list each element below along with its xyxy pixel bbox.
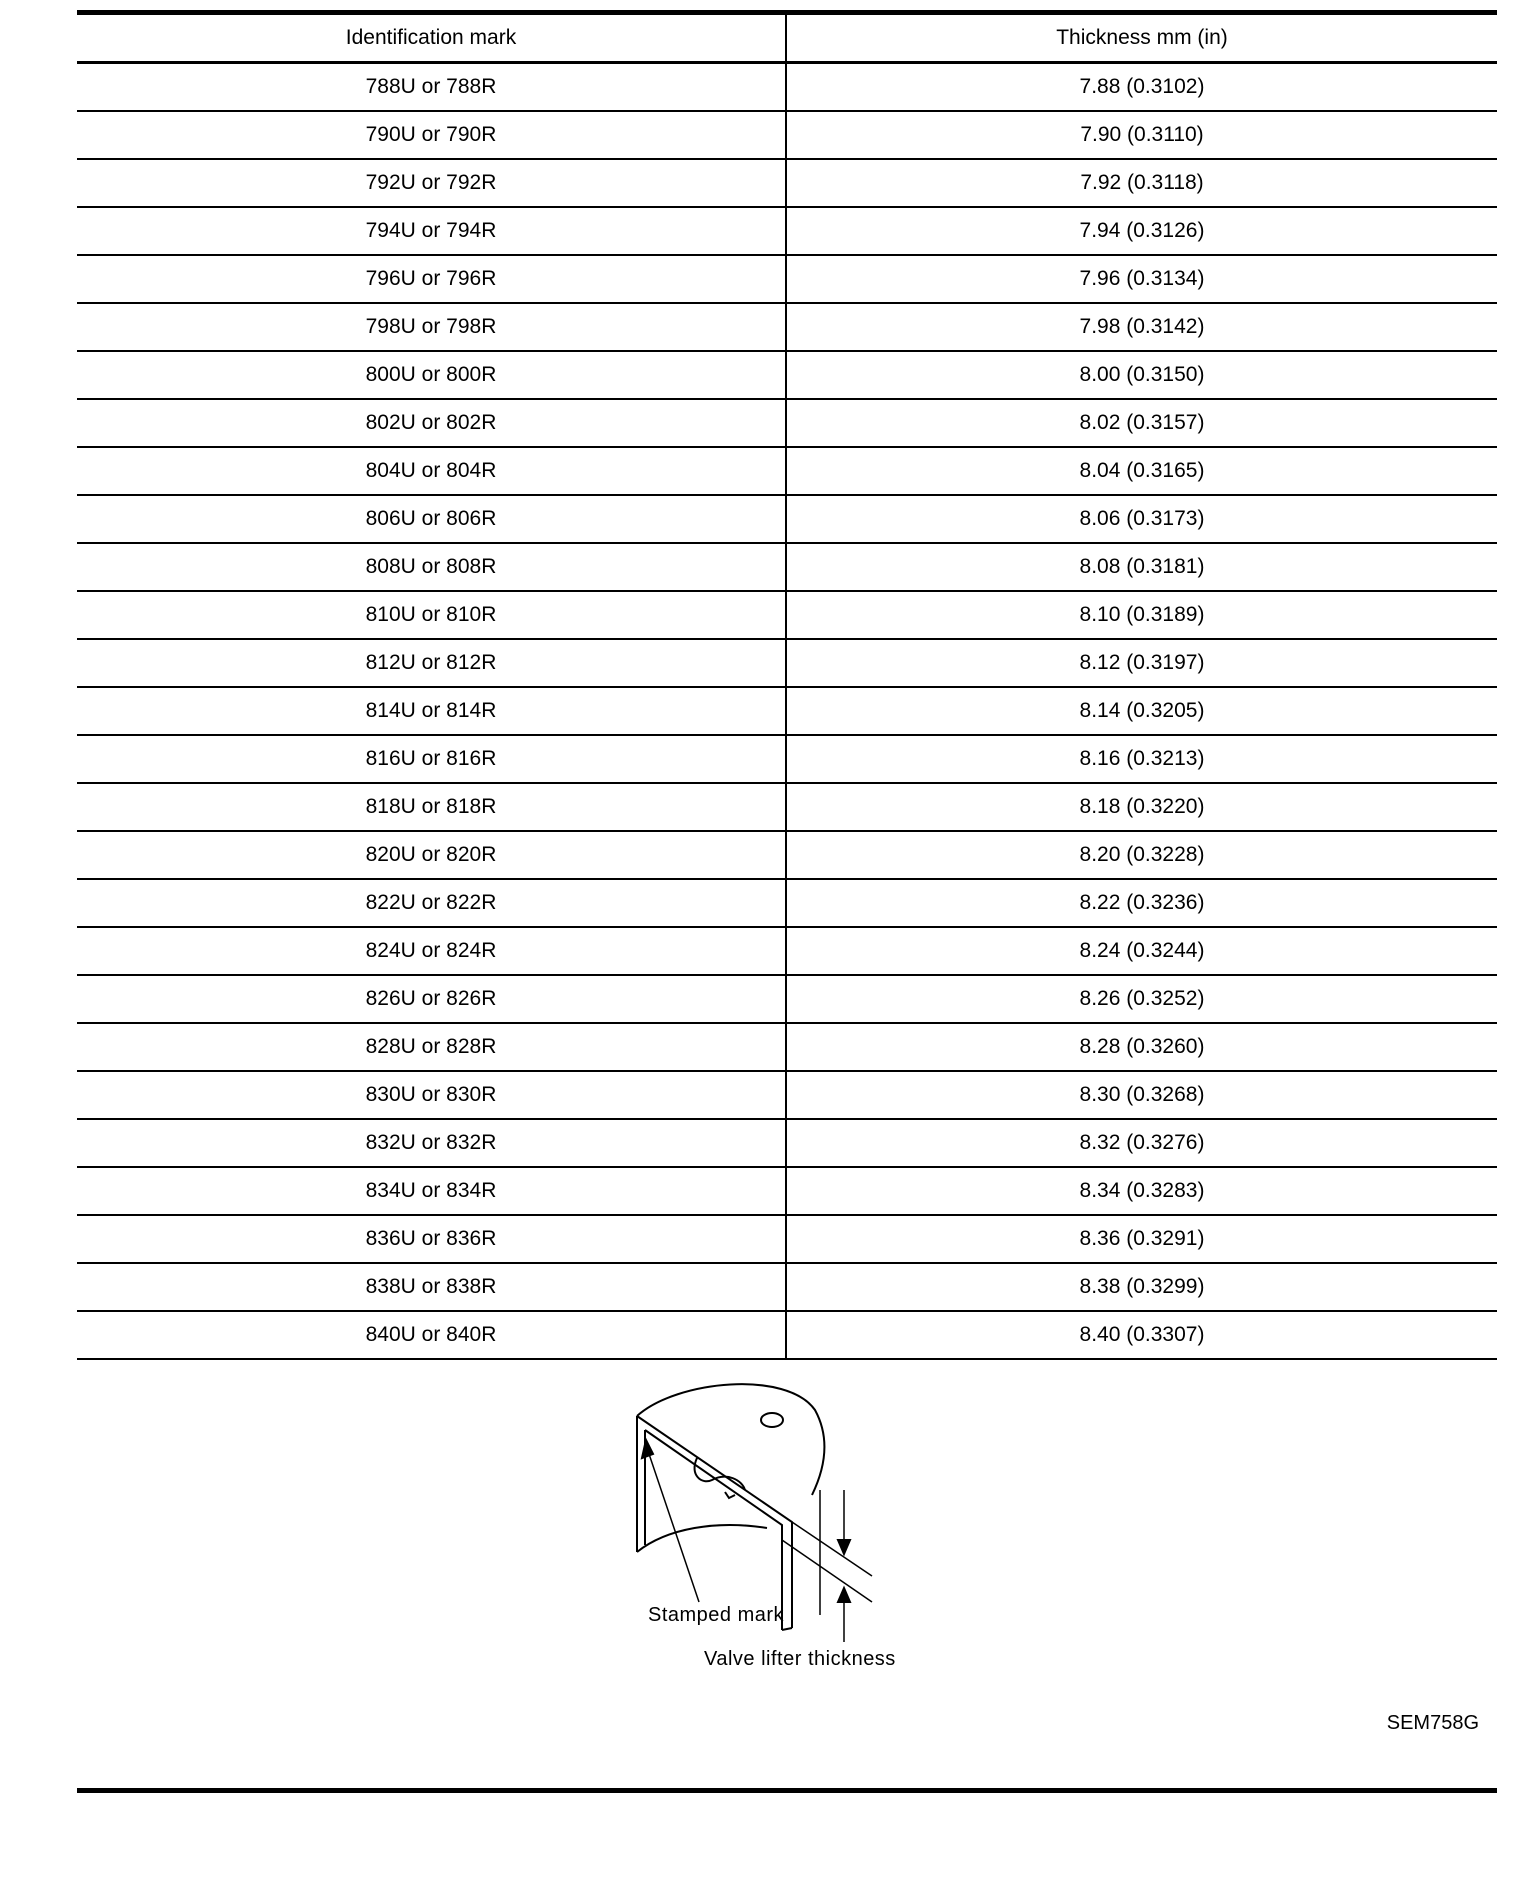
thickness-cell: 8.28 (0.3260) bbox=[786, 1023, 1497, 1071]
thickness-cell: 8.20 (0.3228) bbox=[786, 831, 1497, 879]
identification-mark-cell: 822U or 822R bbox=[77, 879, 786, 927]
thickness-arrowhead-bottom bbox=[838, 1588, 850, 1602]
identification-mark-cell: 796U or 796R bbox=[77, 255, 786, 303]
identification-mark-cell: 810U or 810R bbox=[77, 591, 786, 639]
identification-mark-cell: 790U or 790R bbox=[77, 111, 786, 159]
table-row bbox=[77, 975, 1497, 1023]
table-row bbox=[77, 591, 1497, 639]
stamped-mark-leader bbox=[647, 1448, 699, 1602]
identification-mark-cell: 788U or 788R bbox=[77, 63, 786, 112]
thickness-cell: 8.14 (0.3205) bbox=[786, 687, 1497, 735]
table-row bbox=[77, 543, 1497, 591]
identification-mark-cell: 806U or 806R bbox=[77, 495, 786, 543]
identification-mark-cell: 794U or 794R bbox=[77, 207, 786, 255]
table-row bbox=[77, 159, 1497, 207]
identification-mark-cell: 800U or 800R bbox=[77, 351, 786, 399]
figure-code: SEM758G bbox=[1386, 1712, 1479, 1734]
table-row bbox=[77, 1263, 1497, 1311]
thickness-cell: 8.02 (0.3157) bbox=[786, 399, 1497, 447]
identification-mark-cell: 814U or 814R bbox=[77, 687, 786, 735]
thickness-cell: 8.18 (0.3220) bbox=[786, 783, 1497, 831]
thickness-cell: 8.08 (0.3181) bbox=[786, 543, 1497, 591]
valve-lifter-thickness-label: Valve lifter thickness bbox=[704, 1648, 896, 1670]
document-page bbox=[77, 10, 1497, 1780]
table-row bbox=[77, 1119, 1497, 1167]
valve-lifter-thickness-table bbox=[77, 10, 1497, 1360]
table-header-row bbox=[77, 13, 1497, 63]
valve-lifter-figure bbox=[77, 1360, 1497, 1780]
table-row bbox=[77, 927, 1497, 975]
identification-mark-cell: 812U or 812R bbox=[77, 639, 786, 687]
thickness-cell: 7.88 (0.3102) bbox=[786, 63, 1497, 112]
thickness-cell: 8.38 (0.3299) bbox=[786, 1263, 1497, 1311]
stamped-mark-arrowhead bbox=[642, 1440, 653, 1458]
lifter-bottom-curve bbox=[637, 1525, 767, 1552]
table-row bbox=[77, 1023, 1497, 1071]
table-row bbox=[77, 111, 1497, 159]
table-row bbox=[77, 255, 1497, 303]
thickness-cell: 8.22 (0.3236) bbox=[786, 879, 1497, 927]
identification-mark-cell: 828U or 828R bbox=[77, 1023, 786, 1071]
lifter-hole bbox=[761, 1413, 783, 1427]
table-row bbox=[77, 1311, 1497, 1359]
table-body bbox=[77, 63, 1497, 1360]
table-row bbox=[77, 783, 1497, 831]
table-row bbox=[77, 63, 1497, 112]
thickness-guide-bottom bbox=[782, 1540, 872, 1602]
table-row bbox=[77, 1167, 1497, 1215]
header-identification-mark: Identification mark bbox=[77, 13, 786, 63]
identification-mark-cell: 824U or 824R bbox=[77, 927, 786, 975]
header-thickness: Thickness mm (in) bbox=[786, 13, 1497, 63]
thickness-cell: 8.32 (0.3276) bbox=[786, 1119, 1497, 1167]
identification-mark-cell: 826U or 826R bbox=[77, 975, 786, 1023]
table-row bbox=[77, 303, 1497, 351]
thickness-cell: 7.96 (0.3134) bbox=[786, 255, 1497, 303]
valve-lifter-diagram bbox=[617, 1380, 877, 1680]
thickness-cell: 7.98 (0.3142) bbox=[786, 303, 1497, 351]
identification-mark-cell: 840U or 840R bbox=[77, 1311, 786, 1359]
table-row bbox=[77, 831, 1497, 879]
thickness-cell: 8.12 (0.3197) bbox=[786, 639, 1497, 687]
identification-mark-cell: 838U or 838R bbox=[77, 1263, 786, 1311]
identification-mark-cell: 808U or 808R bbox=[77, 543, 786, 591]
thickness-cell: 8.34 (0.3283) bbox=[786, 1167, 1497, 1215]
thickness-cell: 8.26 (0.3252) bbox=[786, 975, 1497, 1023]
thickness-guide-top bbox=[792, 1522, 872, 1576]
thickness-cell: 8.04 (0.3165) bbox=[786, 447, 1497, 495]
table-row bbox=[77, 735, 1497, 783]
table-row bbox=[77, 687, 1497, 735]
table-row bbox=[77, 1071, 1497, 1119]
thickness-cell: 7.90 (0.3110) bbox=[786, 111, 1497, 159]
table-row bbox=[77, 1215, 1497, 1263]
table-row bbox=[77, 495, 1497, 543]
identification-mark-cell: 820U or 820R bbox=[77, 831, 786, 879]
table-row bbox=[77, 399, 1497, 447]
identification-mark-cell: 832U or 832R bbox=[77, 1119, 786, 1167]
table-row bbox=[77, 351, 1497, 399]
thickness-cell: 8.30 (0.3268) bbox=[786, 1071, 1497, 1119]
lifter-cut-edge bbox=[637, 1416, 792, 1628]
stamped-mark-label: Stamped mark bbox=[648, 1604, 785, 1626]
thickness-cell: 8.10 (0.3189) bbox=[786, 591, 1497, 639]
thickness-cell: 8.16 (0.3213) bbox=[786, 735, 1497, 783]
table-row bbox=[77, 639, 1497, 687]
identification-mark-cell: 802U or 802R bbox=[77, 399, 786, 447]
thickness-cell: 8.36 (0.3291) bbox=[786, 1215, 1497, 1263]
thickness-cell: 7.94 (0.3126) bbox=[786, 207, 1497, 255]
identification-mark-cell: 834U or 834R bbox=[77, 1167, 786, 1215]
thickness-cell: 8.24 (0.3244) bbox=[786, 927, 1497, 975]
lifter-inner-edge bbox=[645, 1430, 785, 1630]
thickness-cell: 8.00 (0.3150) bbox=[786, 351, 1497, 399]
bottom-divider bbox=[77, 1788, 1497, 1793]
lifter-right-bottom bbox=[782, 1628, 792, 1630]
identification-mark-cell: 818U or 818R bbox=[77, 783, 786, 831]
thickness-cell: 8.40 (0.3307) bbox=[786, 1311, 1497, 1359]
stamp-notch bbox=[725, 1492, 735, 1498]
identification-mark-cell: 792U or 792R bbox=[77, 159, 786, 207]
identification-mark-cell: 830U or 830R bbox=[77, 1071, 786, 1119]
identification-mark-cell: 798U or 798R bbox=[77, 303, 786, 351]
table-row bbox=[77, 447, 1497, 495]
thickness-arrowhead-top bbox=[838, 1540, 850, 1554]
identification-mark-cell: 804U or 804R bbox=[77, 447, 786, 495]
identification-mark-cell: 836U or 836R bbox=[77, 1215, 786, 1263]
table-row bbox=[77, 879, 1497, 927]
thickness-cell: 7.92 (0.3118) bbox=[786, 159, 1497, 207]
identification-mark-cell: 816U or 816R bbox=[77, 735, 786, 783]
thickness-cell: 8.06 (0.3173) bbox=[786, 495, 1497, 543]
table-row bbox=[77, 207, 1497, 255]
